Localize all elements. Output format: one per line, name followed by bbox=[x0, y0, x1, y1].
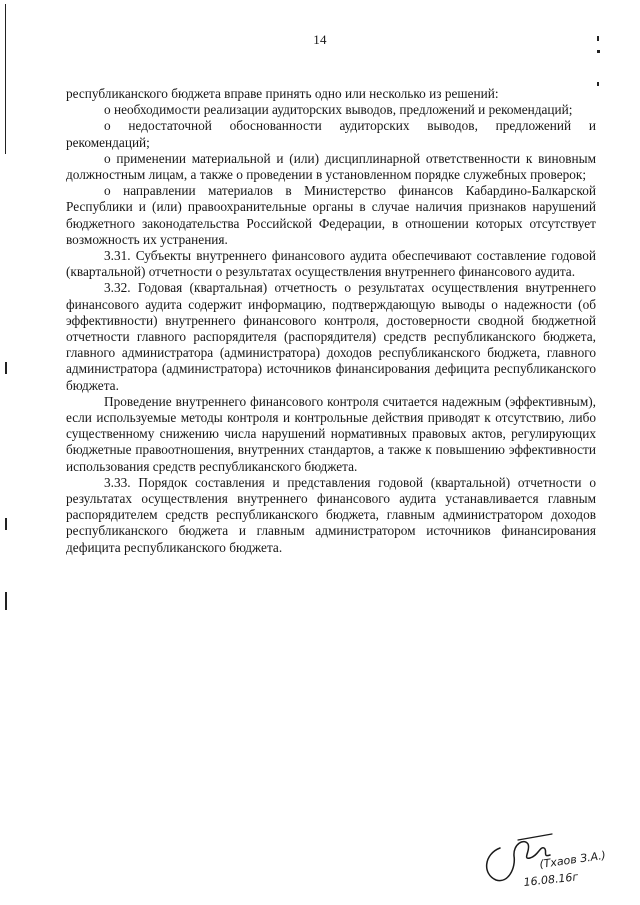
list-item: о применении материальной и (или) дисциплинарной ответственности к виновным должностным лицам, а также о проведении в установленном порядке служебных проверок; bbox=[66, 150, 596, 183]
paragraph: республиканского бюджета вправе принять одно или несколько из решений: bbox=[66, 86, 499, 101]
list-item: о необходимости реализации аудиторских выводов, предложений и рекомендаций; bbox=[104, 102, 573, 118]
list-item: о недостаточной обоснованности аудиторских выводов, предложений и рекомендаций; bbox=[66, 118, 596, 150]
list-item: о направлении материалов в Министерство финансов Кабардино-Балкарской Республики и (или) правоохранительные органы в случае наличия признаков нарушений бюджетного законодательства Российской Федерации, в отношении которых отсутствует возможность их устранения. bbox=[66, 183, 596, 247]
scan-edge-mark bbox=[5, 4, 6, 154]
paragraph: 3.32. Годовая (квартальная) отчетность о результатах осуществления внутреннего финансового аудита содержит информацию, подтверждающую выводы о надежности (об эффективности) внутреннего финансового контроля, достоверности сводной бюджетной отчетности главного распорядителя (распорядителя) средств республиканского бюджета, главного администратора (администратора) доходов республиканского бюджета, главного администратора (администратора) источников финансирования дефицита республиканского бюджета. bbox=[66, 280, 596, 393]
scan-edge-mark bbox=[5, 592, 7, 610]
page-number: 14 bbox=[313, 32, 327, 47]
handwritten-signature bbox=[478, 828, 608, 892]
scan-edge-mark bbox=[597, 50, 600, 53]
scan-edge-mark bbox=[5, 362, 7, 374]
document-body bbox=[66, 86, 596, 556]
signature-name-note: (Тхаов З.А.) bbox=[538, 848, 607, 871]
paragraph: 3.31. Субъекты внутреннего финансового аудита обеспечивают составление годовой (квартальной) отчетности о результатах осуществления внутреннего финансового аудита. bbox=[66, 248, 596, 280]
scan-edge-mark bbox=[5, 518, 7, 530]
paragraph: Проведение внутреннего финансового контроля считается надежным (эффективным), если используемые методы контроля и контрольные действия приводят к отсутствию, либо существенному снижению числа нарушений нормативных правовых актов, регулирующих бюджетные правоотношения, внутренних стандартов, а также к повышению эффективности использования средств республиканского бюджета. bbox=[66, 393, 596, 474]
scan-edge-mark bbox=[597, 82, 599, 86]
signature-date-note: 16.08.16г bbox=[522, 870, 579, 889]
paragraph: 3.33. Порядок составления и представления годовой (квартальной) отчетности о результатах осуществления внутреннего финансового аудита устанавливается главным распорядителем средств республиканского бюджета, главным администратором доходов республиканского бюджета и главным администратором источников финансирования дефицита республиканского бюджета. bbox=[66, 474, 596, 555]
